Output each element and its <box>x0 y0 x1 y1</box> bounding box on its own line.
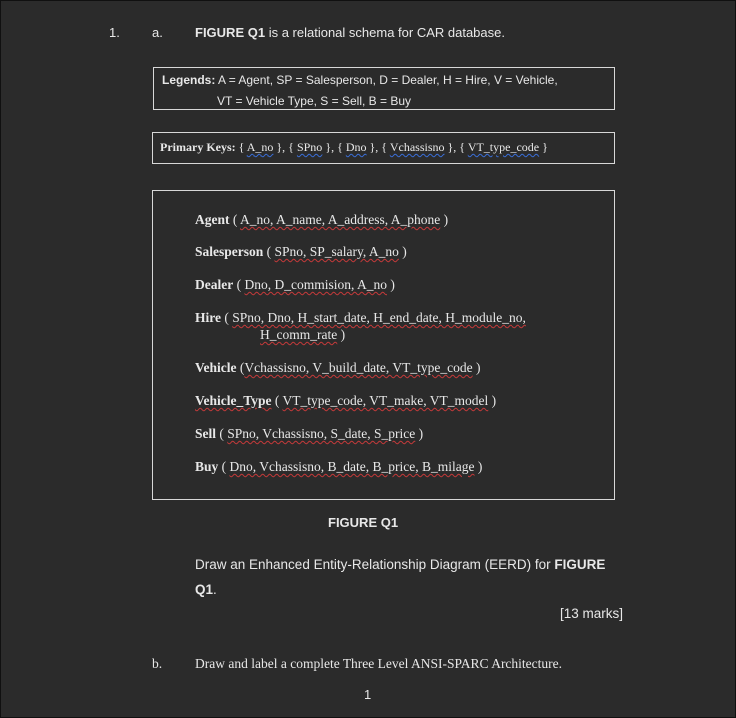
paren: ) <box>440 212 449 227</box>
paren: ) <box>474 459 483 474</box>
paren: ) <box>387 277 395 292</box>
relation-hire-continued <box>260 327 345 343</box>
task-line-1 <box>195 557 605 572</box>
paren: ) <box>337 327 346 342</box>
relation-name: Agent <box>195 212 230 227</box>
paren: ( <box>221 310 233 325</box>
relation-attributes: Vchassisno, V_build_date, VT_type_code <box>244 360 473 375</box>
primary-keys-line: Primary Keys: { A_no }, { SPno }, { Dno }, { Vchassisno }, { VT_type_code } <box>160 140 548 154</box>
relation-name: Buy <box>195 459 219 474</box>
relation-vehicle-type <box>195 393 496 409</box>
pk-agent: A_no <box>246 140 274 154</box>
paren: ( <box>218 459 230 474</box>
part-b-label: b. <box>152 656 163 671</box>
relation-attributes: SPno, Vchassisno, S_date, S_price <box>227 426 416 441</box>
relation-agent <box>195 212 448 228</box>
task-text: Draw an Enhanced Entity-Relationship Diagram (EERD) for <box>195 557 555 572</box>
figure-caption: FIGURE Q1 <box>328 515 399 530</box>
primary-keys-box <box>152 132 615 164</box>
relation-name: Vehicle_Type <box>195 393 272 408</box>
relation-attributes: SPno, Dno, H_start_date, H_end_date, H_module_no, <box>232 310 526 325</box>
task-figure-ref-2: Q1 <box>195 582 214 597</box>
task-line-2 <box>195 582 217 597</box>
paren: ( <box>229 212 241 227</box>
part-a-label: a. <box>152 25 163 40</box>
paren: ( <box>216 426 228 441</box>
legend-line-2: VT = Vehicle Type, S = Sell, B = Buy <box>217 94 412 108</box>
part-b-text: Draw and label a complete Three Level ANSI-SPARC Architecture. <box>195 656 563 671</box>
paren: ) <box>472 360 481 375</box>
relation-salesperson <box>195 244 407 260</box>
schema-box <box>152 190 615 500</box>
relation-attributes: Dno, Vchassisno, B_date, B_price, B_milage <box>229 459 475 474</box>
paren: ) <box>398 244 407 259</box>
relation-name: Hire <box>195 310 221 325</box>
page-number: 1 <box>364 687 372 702</box>
intro-text: is a relational schema for CAR database. <box>265 25 505 40</box>
relation-vehicle <box>195 360 480 376</box>
relation-attributes: H_comm_rate <box>260 327 338 342</box>
task-end: . <box>213 582 217 597</box>
part-a-intro <box>195 25 505 40</box>
relation-hire <box>195 310 526 326</box>
relation-name: Vehicle <box>195 360 237 375</box>
paren: ( <box>236 360 245 375</box>
legend-box <box>153 67 615 110</box>
paren: ) <box>415 426 424 441</box>
relation-buy <box>195 459 482 475</box>
legend-line-1 <box>162 73 558 87</box>
pk-salesperson: SPno <box>296 140 323 154</box>
paren: ( <box>271 393 283 408</box>
relation-attributes: VT_type_code, VT_make, VT_model <box>282 393 489 408</box>
legend-text-1: A = Agent, SP = Salesperson, D = Dealer, H = Hire, V = Vehicle, <box>215 73 558 87</box>
legend-label: Legends: <box>162 73 216 87</box>
relation-name: Dealer <box>195 277 234 292</box>
figure-ref: FIGURE Q1 <box>195 25 266 40</box>
pk-vehicle: Vchassisno <box>389 140 445 154</box>
relation-name: Salesperson <box>195 244 264 259</box>
relation-attributes: A_no, A_name, A_address, A_phone <box>240 212 441 227</box>
relation-name: Sell <box>195 426 217 441</box>
paren: ( <box>263 244 275 259</box>
paren: ( <box>233 277 245 292</box>
relation-attributes: Dno, D_commision, A_no <box>244 277 387 292</box>
relation-dealer <box>195 277 395 293</box>
paren: ) <box>488 393 497 408</box>
primary-keys-label: Primary Keys: <box>160 140 236 154</box>
relation-attributes: SPno, SP_salary, A_no <box>274 244 399 259</box>
question-number: 1. <box>109 25 120 40</box>
pk-dealer: Dno <box>345 140 367 154</box>
pk-vehicle-type: VT_type_code <box>467 140 540 154</box>
marks-label: [13 marks] <box>560 606 624 621</box>
relation-sell <box>195 426 423 442</box>
task-figure-ref: FIGURE <box>554 557 606 572</box>
